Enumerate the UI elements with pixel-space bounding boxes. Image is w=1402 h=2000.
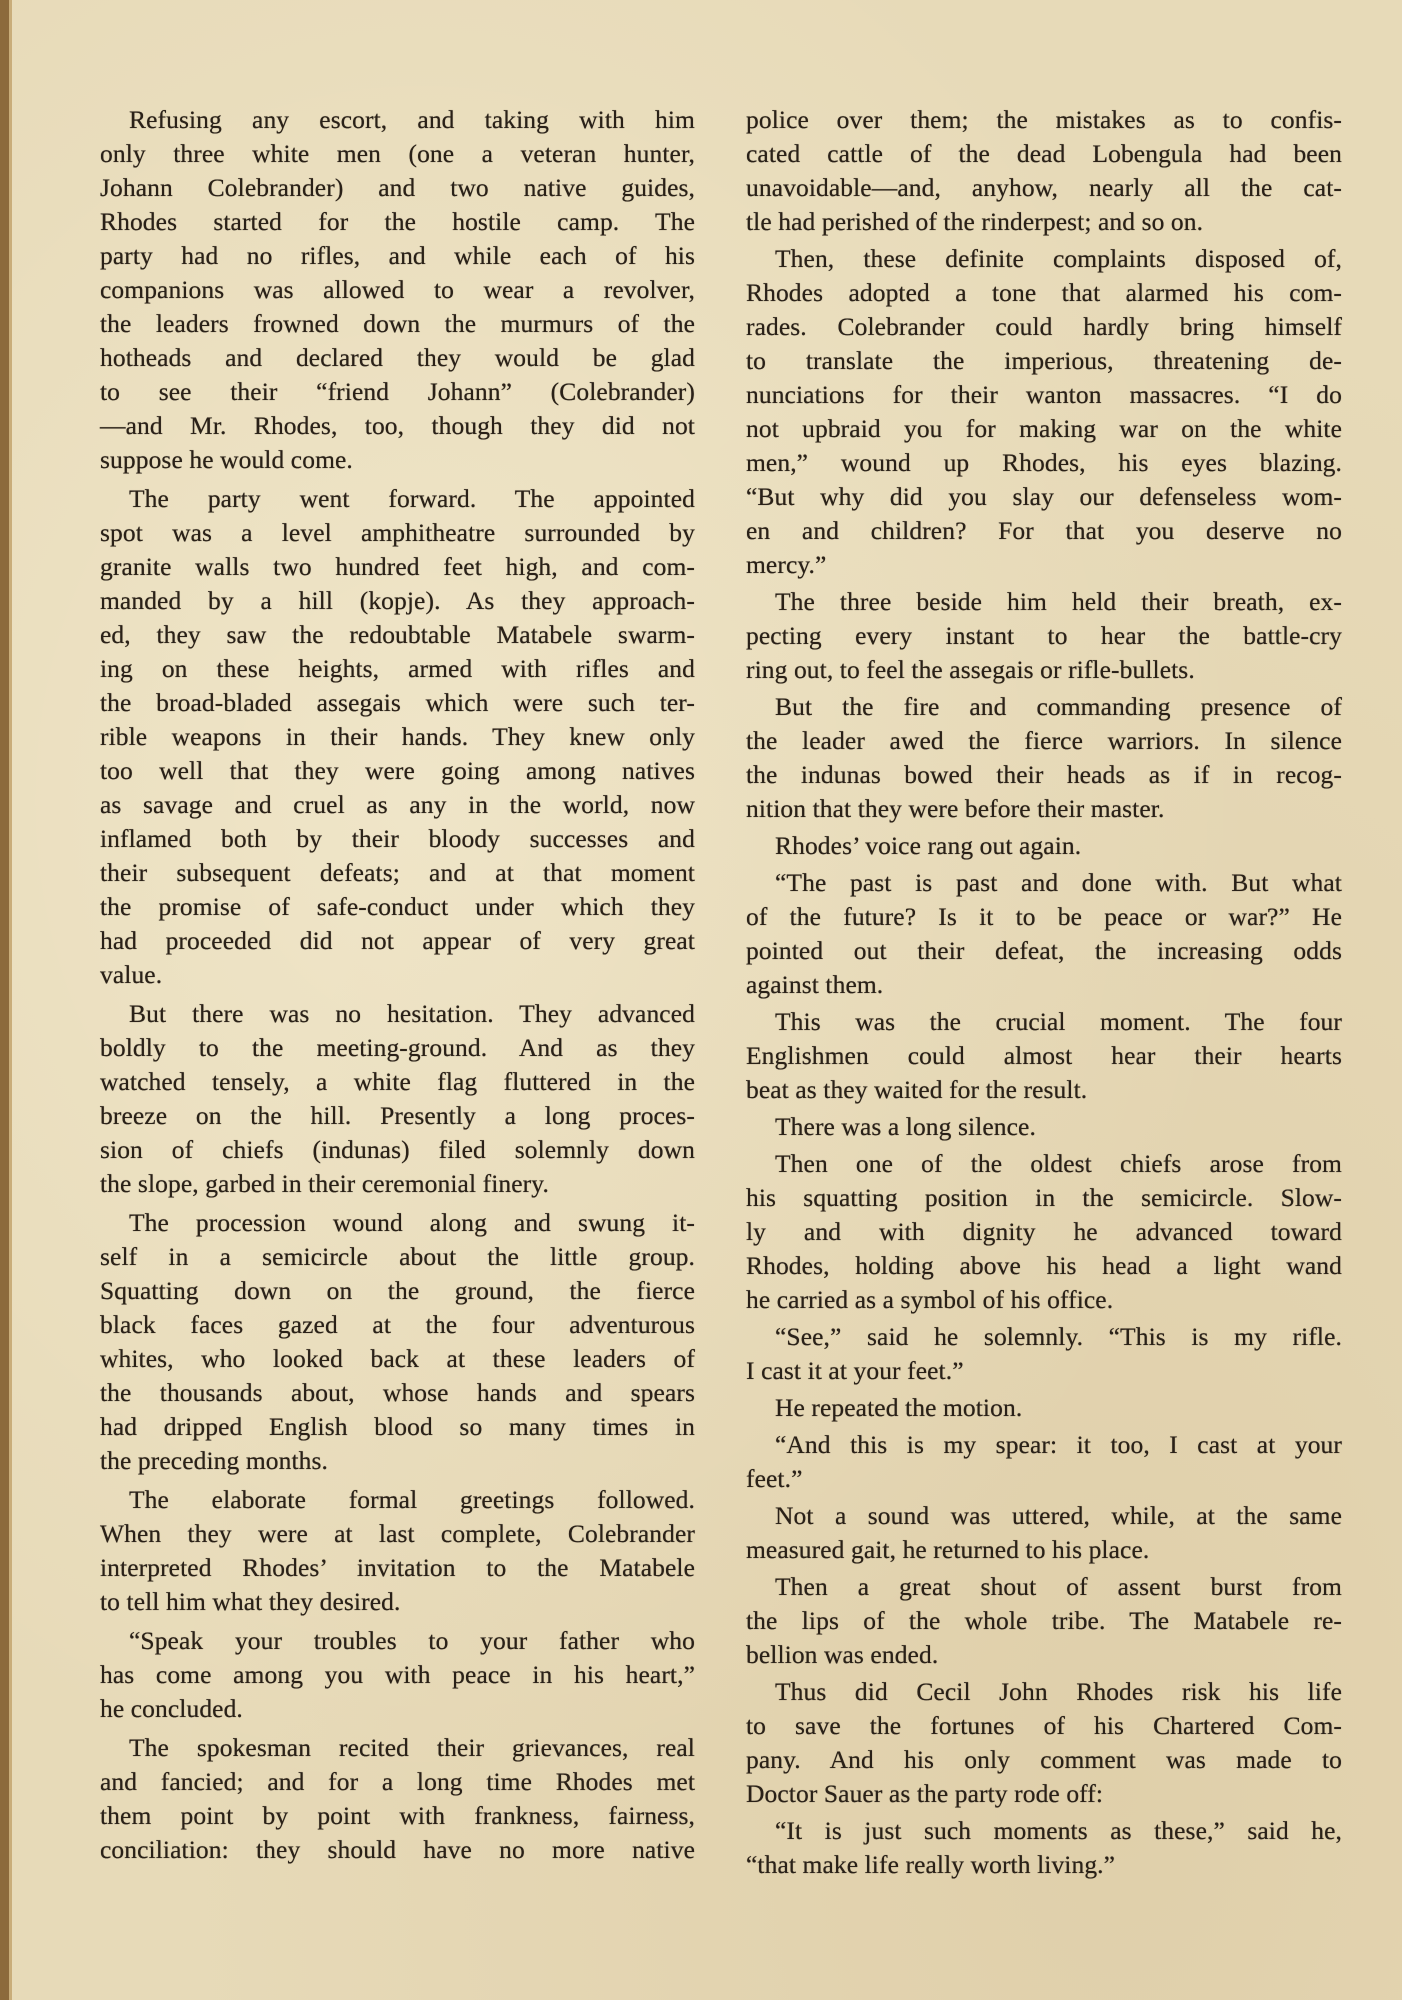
paragraph: [746, 829, 1342, 863]
text-line: But the fire and commanding presence of: [775, 692, 1342, 721]
text-line: companions was allowed to wear a revolver,: [100, 275, 695, 304]
text-line: police over them; the mistakes as to confis-: [746, 105, 1342, 134]
text-line: “And this is my spear: it too, I cast at your: [775, 1430, 1342, 1459]
text-line: The three beside him held their breath, ex-: [775, 587, 1342, 616]
text-line: hotheads and declared they would be glad: [100, 343, 695, 372]
text-line: too well that they were going among natives: [100, 756, 695, 785]
text-line: value.: [100, 960, 163, 989]
text-line: nunciations for their wanton massacres. “I do: [746, 380, 1342, 409]
text-line: Squatting down on the ground, the fierce: [100, 1276, 695, 1305]
text-line: conciliation: they should have no more native: [100, 1835, 695, 1864]
text-line: the indunas bowed their heads as if in recog-: [746, 760, 1342, 789]
text-line: Refusing any escort, and taking with him: [129, 105, 695, 134]
text-line: he carried as a symbol of his office.: [746, 1285, 1114, 1314]
text-line: bellion was ended.: [746, 1640, 939, 1669]
text-line: sion of chiefs (indunas) filed solemnly down: [100, 1135, 695, 1164]
text-line: When they were at last complete, Colebrander: [100, 1519, 695, 1548]
text-line: black faces gazed at the four adventurous: [100, 1310, 695, 1339]
text-line: Then, these definite complaints disposed of,: [775, 244, 1342, 273]
text-line: Rhodes’ voice rang out again.: [775, 831, 1082, 860]
paragraph: [746, 1110, 1342, 1144]
text-line: nition that they were before their master.: [746, 794, 1165, 823]
paragraph: [100, 1206, 695, 1478]
paragraph: [100, 482, 695, 992]
text-line: he concluded.: [100, 1694, 243, 1723]
text-line: boldly to the meeting-ground. And as they: [100, 1033, 695, 1062]
text-line: inflamed both by their bloody successes and: [100, 824, 695, 853]
paragraph: [746, 1005, 1342, 1107]
text-line: the leader awed the fierce warriors. In silence: [746, 726, 1342, 755]
text-line: whites, who looked back at these leaders of: [100, 1344, 695, 1373]
text-line: them point by point with frankness, fairness,: [100, 1801, 695, 1830]
text-line: self in a semicircle about the little group.: [100, 1242, 695, 1271]
text-line: only three white men (one a veteran hunter,: [100, 139, 695, 168]
text-line: tle had perished of the rinderpest; and so on.: [746, 207, 1204, 236]
text-line: to translate the imperious, threatening de-: [746, 346, 1342, 375]
text-line: The elaborate formal greetings followed.: [129, 1485, 695, 1514]
paragraph: [100, 997, 695, 1201]
text-line: Rhodes adopted a tone that alarmed his com-: [746, 278, 1342, 307]
text-line: There was a long silence.: [775, 1112, 1036, 1141]
text-line: interpreted Rhodes’ invitation to the Matabele: [100, 1553, 695, 1582]
text-line: suppose he would come.: [100, 445, 353, 474]
text-line: the preceding months.: [100, 1446, 329, 1475]
text-line: beat as they waited for the result.: [746, 1075, 1088, 1104]
text-line: cated cattle of the dead Lobengula had been: [746, 139, 1342, 168]
text-line: But there was no hesitation. They advanced: [129, 999, 695, 1028]
text-line: ring out, to feel the assegais or rifle-bullets.: [746, 655, 1195, 684]
text-line: ed, they saw the redoubtable Matabele swarm-: [100, 620, 695, 649]
text-line: rades. Colebrander could hardly bring himself: [746, 312, 1342, 341]
text-line: of the future? Is it to be peace or war?” He: [746, 902, 1342, 931]
text-line: granite walls two hundred feet high, and com-: [100, 552, 695, 581]
text-line: Johann Colebrander) and two native guides,: [100, 173, 695, 202]
text-line: “The past is past and done with. But what: [775, 868, 1342, 897]
text-line: “See,” said he solemnly. “This is my rifle.: [775, 1322, 1342, 1351]
text-line: Thus did Cecil John Rhodes risk his life: [775, 1677, 1342, 1706]
text-line: pecting every instant to hear the battle-cry: [746, 621, 1342, 650]
text-line: ly and with dignity he advanced toward: [746, 1217, 1342, 1246]
paragraph: [100, 103, 695, 477]
text-line: had proceeded did not appear of very great: [100, 926, 695, 955]
text-line: feet.”: [746, 1464, 803, 1493]
paragraph: [100, 1483, 695, 1619]
paragraph: [746, 1320, 1342, 1388]
text-line: breeze on the hill. Presently a long proces-: [100, 1101, 695, 1130]
page-binding-edge: [0, 0, 9, 2000]
text-line: “It is just such moments as these,” said he,: [775, 1816, 1342, 1845]
text-line: pany. And his only comment was made to: [746, 1745, 1342, 1774]
text-line: mercy.”: [746, 550, 827, 579]
text-column-left: [100, 103, 695, 1867]
paragraph: [100, 1624, 695, 1726]
text-line: Rhodes, holding above his head a light wand: [746, 1251, 1342, 1280]
text-line: Then a great shout of assent burst from: [775, 1572, 1342, 1601]
text-line: and fancied; and for a long time Rhodes met: [100, 1767, 695, 1796]
text-line: the thousands about, whose hands and spears: [100, 1378, 695, 1407]
paragraph: [746, 1391, 1342, 1425]
text-line: He repeated the motion.: [775, 1393, 1023, 1422]
text-line: men,” wound up Rhodes, his eyes blazing.: [746, 448, 1342, 477]
text-line: pointed out their defeat, the increasing odds: [746, 936, 1342, 965]
text-line: to save the fortunes of his Chartered Com-: [746, 1711, 1342, 1740]
text-line: the slope, garbed in their ceremonial finery.: [100, 1169, 549, 1198]
text-line: measured gait, he returned to his place.: [746, 1535, 1150, 1564]
paragraph: [746, 242, 1342, 582]
paragraph: [746, 1499, 1342, 1567]
paragraph: [746, 103, 1342, 239]
text-line: en and children? For that you deserve no: [746, 516, 1342, 545]
text-line: manded by a hill (kopje). As they approach-: [100, 586, 695, 615]
text-line: Rhodes started for the hostile camp. The: [100, 207, 695, 236]
paragraph: [746, 1570, 1342, 1672]
text-line: spot was a level amphitheatre surrounded by: [100, 518, 695, 547]
text-line: party had no rifles, and while each of his: [100, 241, 695, 270]
text-line: —and Mr. Rhodes, too, though they did not: [100, 411, 695, 440]
text-line: their subsequent defeats; and at that moment: [100, 858, 695, 887]
text-line: The procession wound along and swung it-: [129, 1208, 695, 1237]
text-line: Englishmen could almost hear their hearts: [746, 1041, 1342, 1070]
text-line: had dripped English blood so many times in: [100, 1412, 695, 1441]
text-line: the leaders frowned down the murmurs of the: [100, 309, 695, 338]
text-line: rible weapons in their hands. They knew only: [100, 722, 695, 751]
text-line: unavoidable—and, anyhow, nearly all the cat-: [746, 173, 1342, 202]
paragraph: [746, 1675, 1342, 1811]
text-line: “But why did you slay our defenseless wom-: [746, 482, 1342, 511]
text-line: the promise of safe-conduct under which they: [100, 892, 695, 921]
text-line: not upbraid you for making war on the white: [746, 414, 1342, 443]
paragraph: [746, 1428, 1342, 1496]
text-line: the broad-bladed assegais which were such ter-: [100, 688, 695, 717]
paragraph: [746, 585, 1342, 687]
paragraph: [746, 1814, 1342, 1882]
text-line: This was the crucial moment. The four: [775, 1007, 1342, 1036]
text-line: the lips of the whole tribe. The Matabele re-: [746, 1606, 1342, 1635]
paragraph: [746, 690, 1342, 826]
text-line: against them.: [746, 970, 884, 999]
paragraph: [100, 1731, 695, 1867]
text-line: to tell him what they desired.: [100, 1587, 401, 1616]
text-column-right: [746, 103, 1342, 1882]
text-line: The spokesman recited their grievances, real: [129, 1733, 695, 1762]
text-line: “Speak your troubles to your father who: [129, 1626, 695, 1655]
text-line: Not a sound was uttered, while, at the same: [775, 1501, 1342, 1530]
text-line: watched tensely, a white flag fluttered in the: [100, 1067, 695, 1096]
text-line: as savage and cruel as any in the world, now: [100, 790, 695, 819]
text-line: I cast it at your feet.”: [746, 1356, 964, 1385]
paragraph: [746, 1147, 1342, 1317]
text-line: his squatting position in the semicircle. Slow-: [746, 1183, 1342, 1212]
page-binding-shadow: [9, 0, 12, 2000]
paragraph: [746, 866, 1342, 1002]
text-line: Doctor Sauer as the party rode off:: [746, 1779, 1104, 1808]
text-line: ing on these heights, armed with rifles and: [100, 654, 695, 683]
text-line: “that make life really worth living.”: [746, 1850, 1116, 1879]
text-line: has come among you with peace in his heart,”: [100, 1660, 695, 1689]
text-line: The party went forward. The appointed: [129, 484, 695, 513]
text-line: Then one of the oldest chiefs arose from: [775, 1149, 1342, 1178]
text-line: to see their “friend Johann” (Colebrander): [100, 377, 695, 406]
